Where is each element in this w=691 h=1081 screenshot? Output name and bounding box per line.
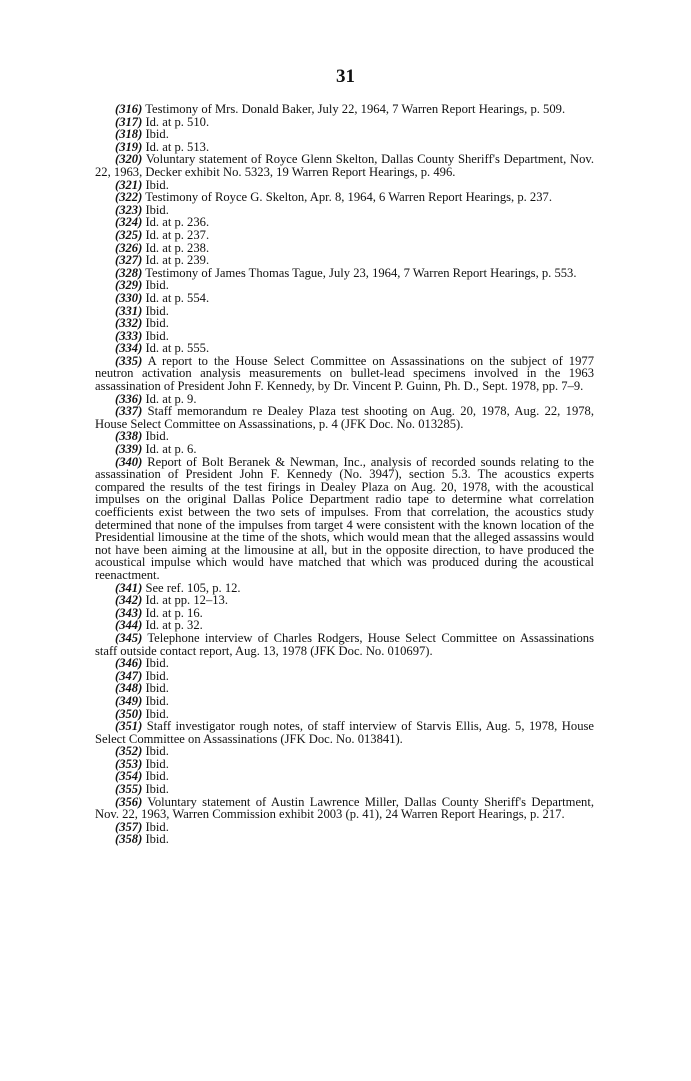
endnote [95, 670, 594, 683]
endnote-number: (347) [115, 668, 143, 683]
endnote-number: (318) [115, 127, 143, 142]
endnote-number: (339) [115, 442, 143, 457]
endnote-number: (332) [115, 316, 143, 331]
endnote-number: (357) [115, 819, 143, 834]
endnote-number: (351) [115, 719, 143, 734]
endnote-number: (323) [115, 202, 143, 217]
endnote-text: Ibid. [145, 328, 169, 343]
endnote-number: (342) [115, 593, 143, 608]
endnote-number: (320) [115, 152, 143, 167]
endnote [95, 305, 594, 318]
endnote-text: Staff memorandum re Dealey Plaza test shooting on Aug. 20, 1978, Aug. 22, 1978, House Select Committee on Assassinations, p. 4 (JFK Doc. No. 013285). [95, 404, 594, 431]
endnote-number: (355) [115, 782, 143, 797]
endnote [95, 355, 594, 393]
endnote-number: (329) [115, 278, 143, 293]
endnote-number: (336) [115, 391, 143, 406]
endnote [95, 695, 594, 708]
endnote-number: (330) [115, 290, 143, 305]
endnote-text: Ibid. [145, 832, 169, 847]
endnote-number: (322) [115, 190, 143, 205]
endnote-text: Ibid. [145, 819, 169, 834]
endnote-number: (317) [115, 114, 143, 129]
endnote-text: A report to the House Select Committee on Assassinations on the subject of 1977 neutron activation analysis measurements on bullet-lead specimens involved in the 1963 assassination of President John F. Kennedy, by Dr. Vincent P. Guinn, Ph. D., Sept. 1978, pp. 7–9. [95, 353, 594, 394]
endnote-number: (356) [115, 794, 143, 809]
endnote-text: Ibid. [145, 429, 169, 444]
endnote-number: (328) [115, 265, 143, 280]
endnote-text: Ibid. [145, 756, 169, 771]
endnote-number: (325) [115, 227, 143, 242]
endnote-text: Ibid. [145, 127, 169, 142]
endnote-text: Testimony of James Thomas Tague, July 23, 1964, 7 Warren Report Hearings, p. 553. [145, 265, 577, 280]
endnote [95, 833, 594, 846]
endnote-text: Id. at p. 16. [145, 605, 203, 620]
endnote-text: Ibid. [145, 303, 169, 318]
endnote-text: Testimony of Mrs. Donald Baker, July 22, 1964, 7 Warren Report Hearings, p. 509. [145, 102, 566, 116]
endnote-number: (358) [115, 832, 143, 847]
endnote-text: Id. at p. 236. [145, 215, 210, 230]
endnote [95, 153, 594, 178]
endnote-number: (345) [115, 630, 143, 645]
endnote-text: Voluntary statement of Royce Glenn Skelton, Dallas County Sheriff's Department, Nov. 22, 1963, Decker exhibit No. 5323, 19 Warren Report Hearings, p. 496. [95, 152, 595, 179]
endnote [95, 405, 594, 430]
endnote-number: (334) [115, 341, 143, 356]
endnote [95, 191, 594, 204]
endnote-number: (349) [115, 693, 143, 708]
endnote-text: Ibid. [145, 316, 169, 331]
endnote-text: Ibid. [145, 706, 169, 721]
endnote-text: Voluntary statement of Austin Lawrence Miller, Dallas County Sheriff's Department, Nov. 22, 1963, Warren Commission exhibit 2003 (p. 41), 24 Warren Report Hearings, p. 217. [95, 794, 594, 822]
endnote-text: Ibid. [145, 693, 169, 708]
endnote-number: (346) [115, 656, 143, 671]
endnote-number: (341) [115, 580, 143, 595]
endnote [95, 720, 594, 745]
endnote-number: (353) [115, 756, 143, 771]
endnote [95, 267, 594, 280]
endnote-text: Id. at p. 6. [145, 442, 197, 457]
endnote-number: (344) [115, 618, 143, 633]
endnote [95, 456, 594, 582]
endnote-text: Ibid. [145, 656, 169, 671]
endnote-text: Id. at p. 554. [145, 290, 210, 305]
endnote-number: (350) [115, 706, 143, 721]
endnote [95, 745, 594, 758]
endnote-text: Id. at p. 239. [145, 253, 210, 268]
endnote-number: (316) [115, 102, 143, 116]
endnote [95, 657, 594, 670]
endnote-text: Report of Bolt Beranek & Newman, Inc., analysis of recorded sounds relating to the assassination of President John F. Kennedy (No. 3947), section 5.3. The acoustics experts compared the results of the test firings in Dealey Plaza on Aug. 20, 1978, with the acoustical impulses on the original Dallas Police Department radio tape to determine what correlation coefficients exist between the two sets of impulses. From that correlation, the acoustics study determined that none of the impulses from target 4 were consistent with the known location of the Presidential limousine at the time of the shots, which would mean that the alleged assassins would not have been aiming at the limousine at all, but in the opposite direction, to have produced the acoustical impulse which would have matched that which was produced during the acoustical reenactment. [95, 454, 594, 582]
endnote-number: (352) [115, 744, 143, 759]
endnote-text: Id. at p. 237. [145, 227, 210, 242]
endnote-text: Ibid. [145, 782, 169, 797]
endnote-text: Id. at p. 238. [145, 240, 210, 255]
endnote-number: (324) [115, 215, 143, 230]
endnote-text: Ibid. [145, 177, 169, 192]
endnote-text: Id. at p. 9. [145, 391, 197, 406]
endnote-number: (340) [115, 454, 143, 469]
endnote-text: See ref. 105, p. 12. [145, 580, 241, 595]
endnote-number: (319) [115, 139, 143, 154]
endnote-text: Ibid. [145, 202, 169, 217]
endnote-text: Id. at p. 555. [145, 341, 210, 356]
endnote-text: Ibid. [145, 744, 169, 759]
endnote [95, 682, 594, 695]
endnotes-list [95, 103, 594, 846]
endnote-text: Testimony of Royce G. Skelton, Apr. 8, 1964, 6 Warren Report Hearings, p. 237. [145, 190, 552, 205]
endnote-number: (337) [115, 404, 143, 419]
endnote-number: (331) [115, 303, 143, 318]
endnote-number: (321) [115, 177, 143, 192]
endnote-number: (326) [115, 240, 143, 255]
endnote [95, 758, 594, 771]
endnote-text: Id. at pp. 12–13. [145, 593, 228, 608]
endnote-number: (327) [115, 253, 143, 268]
endnote-text: Ibid. [145, 681, 169, 696]
endnote [95, 770, 594, 783]
endnote [95, 821, 594, 834]
endnote-text: Id. at p. 513. [145, 139, 210, 154]
endnote [95, 116, 594, 129]
endnote-number: (335) [115, 353, 143, 368]
endnote-text: Id. at p. 32. [145, 618, 203, 633]
endnote-number: (338) [115, 429, 143, 444]
endnote-number: (354) [115, 769, 143, 784]
endnote-text: Ibid. [145, 668, 169, 683]
endnote [95, 632, 594, 657]
endnote-number: (343) [115, 605, 143, 620]
endnote-text: Staff investigator rough notes, of staff interview of Starvis Ellis, Aug. 5, 1978, House Select Committee on Assassinations (JFK Doc. No. 013841). [95, 719, 594, 746]
endnote-text: Ibid. [145, 278, 169, 293]
endnote [95, 292, 594, 305]
page-number: 31 [336, 66, 355, 87]
endnote [95, 317, 594, 330]
endnote-text: Telephone interview of Charles Rodgers, House Select Committee on Assassinations staff outside contact report, Aug. 13, 1978 (JFK Doc. No. 010697). [95, 630, 594, 658]
endnote-text: Id. at p. 510. [145, 114, 210, 129]
endnote [95, 796, 594, 821]
endnote-text: Ibid. [145, 769, 169, 784]
endnote-number: (348) [115, 681, 143, 696]
endnote-number: (333) [115, 328, 143, 343]
